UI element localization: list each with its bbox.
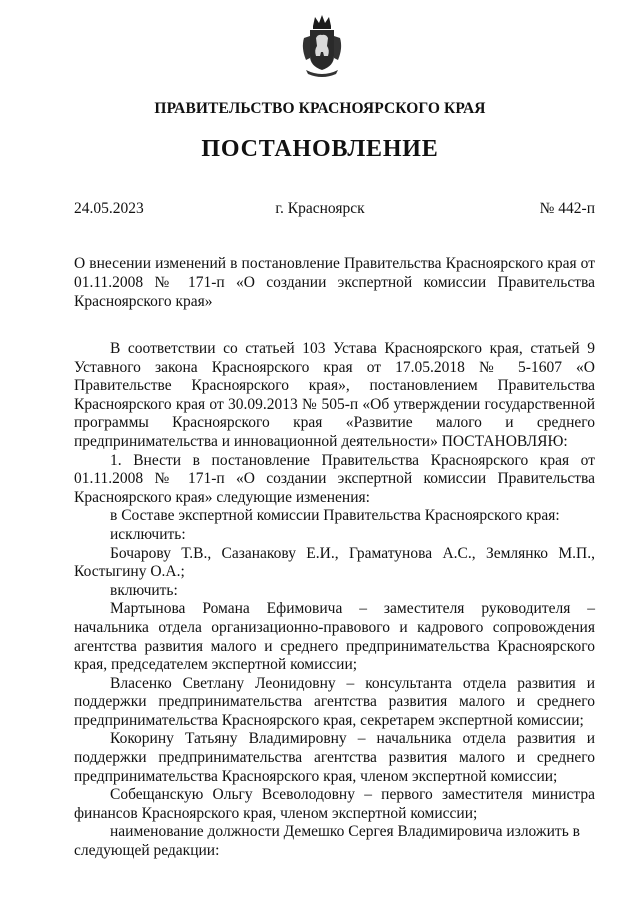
paragraph-commission-composition: в Составе экспертной комиссии Правительства Красноярского края: [110,507,560,525]
document-date: 24.05.2023 [74,200,144,217]
paragraph-exclude-heading: исключить: [110,525,186,543]
government-name: ПРАВИТЕЛЬСТВО КРАСНОЯРСКОГО КРАЯ [154,100,486,117]
paragraph-member-martynov: Мартынова Романа Ефимовича – заместителя руководителя – начальника отдела организационно-правового и кадрового сопровождения агентства развития малого и среднего предпринимательства Красноярского края, председателем экспертной комиссии; [74,600,595,674]
paragraph-include-heading: включить: [110,581,178,599]
document-city: г. Красноярск [275,200,365,217]
document-number: № 442-п [539,200,595,217]
document-body [74,340,595,861]
paragraph-demeshko: наименование должности Демешко Сергея Владимировича изложить в следующей редакции: [74,823,580,860]
document-subject: О внесении изменений в постановление Правительства Красноярского края от 01.11.2008 № 171-п «О создании экспертной комиссии Правительства Красноярского края» [74,255,595,310]
paragraph-member-vlasenko: Власенко Светлану Леонидовну – консультанта отдела развития и поддержки предпринимательства агентства развития малого и среднего предпринимательства Красноярского края, секретарем экспертной комиссии; [74,674,595,729]
krasnoyarsk-coat-of-arms-icon [300,12,344,80]
document-title: ПОСТАНОВЛЕНИЕ [201,136,439,162]
paragraph-excluded-members: Бочарову Т.В., Сазанакову Е.И., Граматунова А.С., Землянко М.П., Костыгину О.А.; [74,544,595,581]
paragraph-member-sobeshchanskaya: Собещанскую Ольгу Всеволодовну – первого заместителя министра финансов Красноярского края, членом экспертной комиссии; [74,786,595,822]
paragraph-member-kokorina: Кокорину Татьяну Владимировну – начальника отдела развития и поддержки предпринимательства агентства развития малого и среднего предпринимательства Красноярского края, членом экспертной комиссии; [74,730,595,785]
paragraph-preamble: В соответствии со статьей 103 Устава Красноярского края, статьей 9 Уставного закона Красноярского края от 17.05.2018 № 5-1607 «О Правительстве Красноярского края», постановлением Правительства Красноярского края от 30.09.2013 № 505-п «Об утверждении государственной программы Красноярского края «Развитие малого и среднего предпринимательства и инновационной деятельности» ПОСТАНОВЛЯЮ: [74,340,595,450]
paragraph-item-1: 1. Внести в постановление Правительства Красноярского края от 01.11.2008 № 171-п «О создании экспертной комиссии Правительства Красноярского края» следующие изменения: [74,451,595,506]
